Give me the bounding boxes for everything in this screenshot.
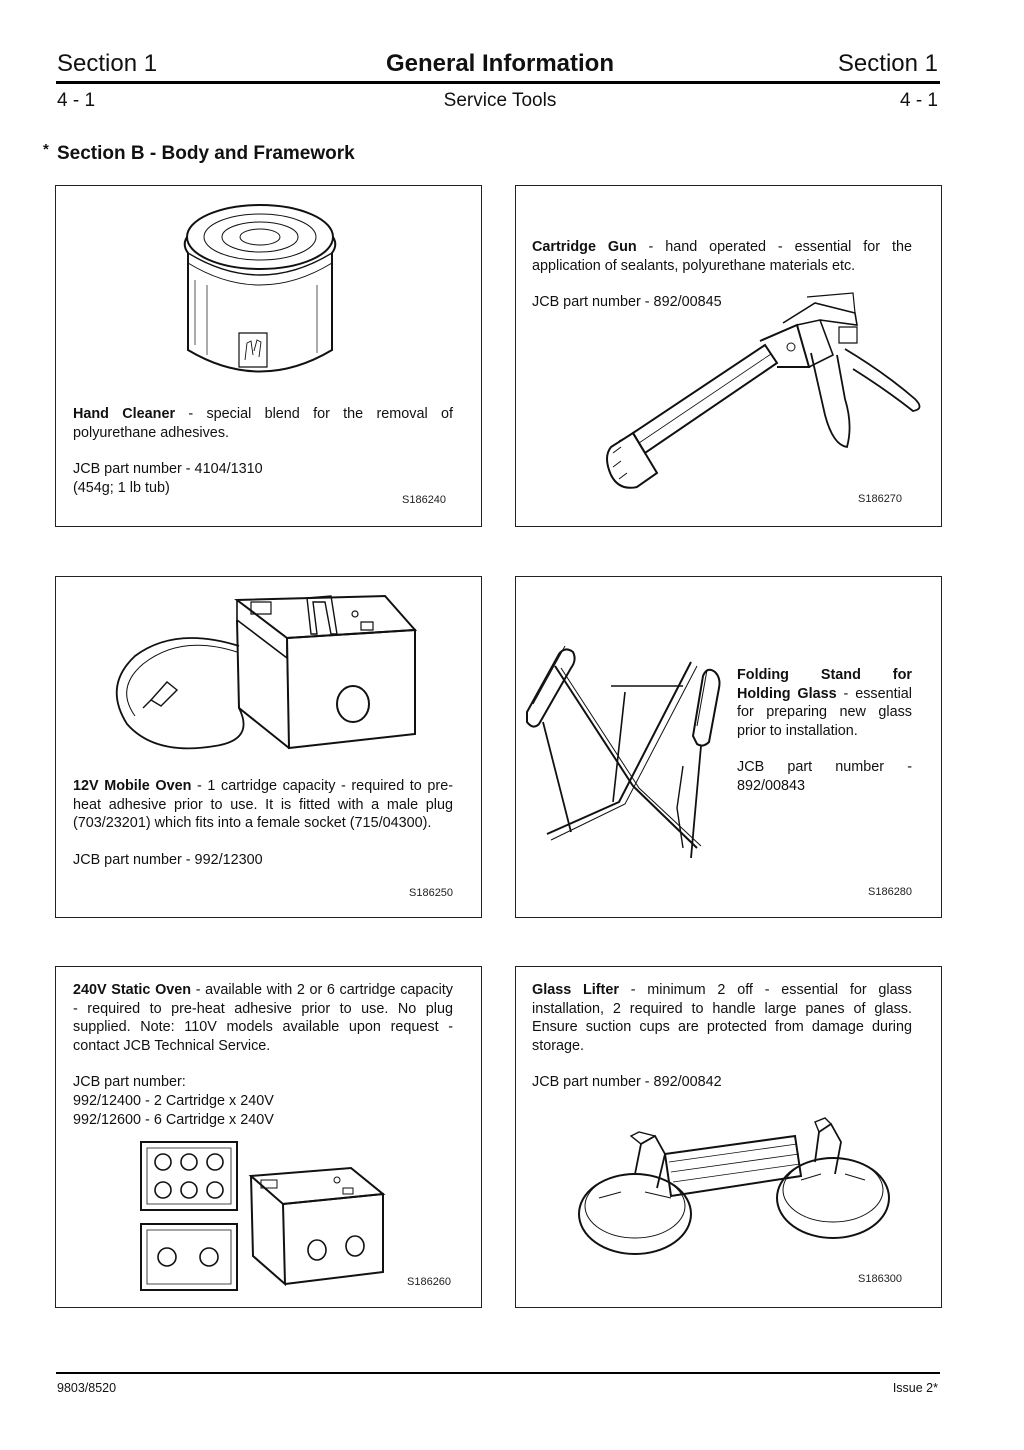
header-page-right: 4 - 1: [899, 90, 938, 111]
mobile-oven-part: JCB part number - 992/12300: [73, 851, 263, 868]
header-page-left: 4 - 1: [57, 90, 96, 111]
mobile-oven-figure-ref: S186250: [409, 887, 454, 899]
cartridge-gun-desc: - hand operated - essential for the application of sealants, polyurethane materials etc.: [532, 239, 912, 274]
cartridge-gun-part: JCB part number - 892/00845: [532, 294, 722, 311]
cartridge-gun-name: Cartridge Gun: [532, 239, 637, 255]
hand-cleaner-part: JCB part number - 4104/1310: [73, 461, 263, 478]
static-oven-part-label: JCB part number:: [73, 1074, 186, 1091]
glass-lifter-part: JCB part number - 892/00842: [532, 1074, 722, 1091]
folding-stand-text: [737, 666, 912, 796]
section-heading: Section B - Body and Framework: [57, 143, 355, 164]
header-section-right: Section 1: [837, 50, 938, 77]
hand-cleaner-desc: - special blend for the removal of polyurethane adhesives.: [73, 406, 453, 441]
glass-lifter-desc: - minimum 2 off - essential for glass installation, 2 required to handle large panes of glass. Ensure suction cups are protected from damage during storage.: [532, 982, 912, 1054]
static-oven-part-1: 992/12400 - 2 Cartridge x 240V: [73, 1092, 274, 1109]
header-section-left: Section 1: [57, 50, 158, 77]
cartridge-gun-illustration: [515, 185, 942, 527]
footer-doc-number: 9803/8520: [57, 1381, 117, 1395]
cartridge-gun-text: [532, 238, 912, 312]
folding-stand-name: Folding Stand for Holding Glass: [737, 667, 912, 702]
header-rule: [56, 81, 940, 84]
static-oven-figure-ref: S186260: [407, 1276, 452, 1288]
page-title: General Information: [385, 50, 615, 77]
mobile-oven-name: 12V Mobile Oven: [73, 778, 192, 794]
footer-issue: Issue 2*: [892, 1381, 938, 1395]
footer-rule: [56, 1372, 940, 1374]
static-oven-desc: - available with 2 or 6 cartridge capacity - required to pre-heat adhesive prior to use. No plug supplied. Note: 110V models available upon request - contact JCB Technical Service.: [73, 982, 453, 1054]
folding-stand-figure-ref: S186280: [868, 886, 913, 898]
glass-lifter-text: [532, 981, 912, 1092]
cartridge-gun-figure-ref: S186270: [858, 493, 903, 505]
hand-cleaner-extra: (454g; 1 lb tub): [73, 479, 170, 496]
folding-stand-desc: - essential for preparing new glass prior to installation.: [737, 685, 912, 739]
hand-cleaner-figure-ref: S186240: [402, 494, 447, 506]
glass-lifter-figure-ref: S186300: [858, 1273, 903, 1285]
static-oven-name: 240V Static Oven: [73, 982, 192, 998]
hand-cleaner-text: [73, 405, 453, 497]
glass-lifter-name: Glass Lifter: [532, 982, 619, 998]
section-marker: *: [43, 141, 49, 158]
static-oven-part-2: 992/12600 - 6 Cartridge x 240V: [73, 1111, 274, 1128]
mobile-oven-desc: - 1 cartridge capacity - required to pre-heat adhesive prior to use. It is fitted with a male plug (703/23201) which fits into a female socket (715/04300).: [73, 778, 453, 832]
mobile-oven-text: [73, 777, 453, 869]
static-oven-text: [73, 981, 453, 1129]
hand-cleaner-name: Hand Cleaner: [73, 406, 176, 422]
page-subtitle: Service Tools: [443, 90, 557, 111]
folding-stand-part: JCB part number - 892/00843: [737, 759, 912, 794]
